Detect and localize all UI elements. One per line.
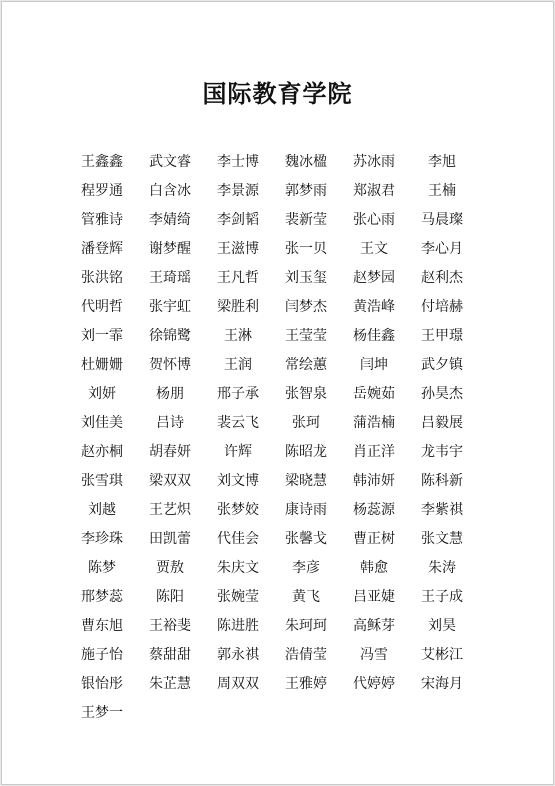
student-name: 康诗雨 <box>285 501 327 518</box>
student-name: 曹东旭 <box>81 617 123 634</box>
student-name: 代佳会 <box>217 530 259 547</box>
student-name: 朱涛 <box>428 559 456 576</box>
student-name: 张心雨 <box>353 211 395 228</box>
student-name: 韩沛妍 <box>353 472 395 489</box>
student-name: 浩倩莹 <box>285 646 327 663</box>
student-name: 吕亚婕 <box>353 588 395 605</box>
student-name: 裴新莹 <box>285 211 327 228</box>
student-name: 张文慧 <box>421 530 463 547</box>
student-name: 杜姗姗 <box>81 356 123 373</box>
student-name: 张珂 <box>292 414 320 431</box>
student-name: 刘玉玺 <box>285 269 327 286</box>
student-name: 武夕镇 <box>421 356 463 373</box>
student-name: 邢梦蕊 <box>81 588 123 605</box>
student-name: 裴云飞 <box>217 414 259 431</box>
student-name: 梁双双 <box>149 472 191 489</box>
student-name: 郭永祺 <box>217 646 259 663</box>
student-name: 黄浩峰 <box>353 298 395 315</box>
student-name: 马晨璨 <box>421 211 463 228</box>
student-name: 王艺炽 <box>149 501 191 518</box>
student-name: 李珍珠 <box>81 530 123 547</box>
student-name: 张馨戈 <box>285 530 327 547</box>
student-name: 冯雪 <box>360 646 388 663</box>
student-name: 管雅诗 <box>81 211 123 228</box>
student-name: 王文 <box>360 240 388 257</box>
student-name: 刘妍 <box>88 385 116 402</box>
student-name: 高稣芽 <box>353 617 395 634</box>
student-name: 贾敖 <box>156 559 184 576</box>
student-name: 张智泉 <box>285 385 327 402</box>
student-name: 岳婉茹 <box>353 385 395 402</box>
student-name: 张洪铭 <box>81 269 123 286</box>
student-name: 闫坤 <box>360 356 388 373</box>
student-name: 程罗通 <box>81 182 123 199</box>
student-name: 刘越 <box>88 501 116 518</box>
student-name: 朱芷慧 <box>149 675 191 692</box>
student-name: 李剑韬 <box>217 211 259 228</box>
student-name: 李旭 <box>428 153 456 170</box>
student-name: 龙韦宇 <box>421 443 463 460</box>
student-name: 代明哲 <box>81 298 123 315</box>
student-name: 郭梦雨 <box>285 182 327 199</box>
student-name: 陈科新 <box>421 472 463 489</box>
student-name: 王淋 <box>224 327 252 344</box>
student-name: 张一贝 <box>285 240 327 257</box>
student-name: 陈梦 <box>88 559 116 576</box>
student-name: 王雅婷 <box>285 675 327 692</box>
student-name: 谢梦醒 <box>149 240 191 257</box>
student-name: 常绘蕙 <box>285 356 327 373</box>
student-name: 王莹莹 <box>285 327 327 344</box>
student-name: 王子成 <box>421 588 463 605</box>
student-name: 杨佳鑫 <box>353 327 395 344</box>
student-name: 王滋博 <box>217 240 259 257</box>
student-name: 张婉莹 <box>217 588 259 605</box>
student-name: 银怡彤 <box>81 675 123 692</box>
student-name: 王梦一 <box>81 704 123 721</box>
student-name: 陈阳 <box>156 588 184 605</box>
student-name: 王润 <box>224 356 252 373</box>
student-name: 陈进胜 <box>217 617 259 634</box>
student-name: 张宇虹 <box>149 298 191 315</box>
student-name: 白含冰 <box>149 182 191 199</box>
student-name: 施子怡 <box>81 646 123 663</box>
student-name: 田凯蕾 <box>149 530 191 547</box>
student-name: 杨蕊源 <box>353 501 395 518</box>
student-name: 郑淑君 <box>353 182 395 199</box>
student-name: 付培赫 <box>421 298 463 315</box>
student-name: 赵亦桐 <box>81 443 123 460</box>
student-name: 李彦 <box>292 559 320 576</box>
student-name: 张梦姣 <box>217 501 259 518</box>
student-name: 梁晓慧 <box>285 472 327 489</box>
student-name: 刘佳美 <box>81 414 123 431</box>
student-name: 李婧绮 <box>149 211 191 228</box>
student-name: 武文睿 <box>149 153 191 170</box>
student-name: 贺怀博 <box>149 356 191 373</box>
student-name: 杨朋 <box>156 385 184 402</box>
student-name: 周双双 <box>217 675 259 692</box>
student-name: 黄飞 <box>292 588 320 605</box>
student-name: 代婷婷 <box>353 675 395 692</box>
student-name: 李景源 <box>217 182 259 199</box>
student-name: 胡春妍 <box>149 443 191 460</box>
student-name: 王裕斐 <box>149 617 191 634</box>
student-name: 梁胜利 <box>217 298 259 315</box>
student-name: 闫梦杰 <box>285 298 327 315</box>
student-name: 刘昊 <box>428 617 456 634</box>
page-title: 国际教育学院 <box>202 79 353 108</box>
student-name: 艾彬江 <box>421 646 463 663</box>
student-name: 曹正树 <box>353 530 395 547</box>
name-list <box>68 146 478 726</box>
student-name: 朱庆文 <box>217 559 259 576</box>
student-name: 徐锦鹭 <box>149 327 191 344</box>
student-name: 朱珂珂 <box>285 617 327 634</box>
document-page <box>1 1 554 785</box>
student-name: 许辉 <box>224 443 252 460</box>
student-name: 宋海月 <box>421 675 463 692</box>
student-name: 蔡甜甜 <box>149 646 191 663</box>
student-name: 王鑫鑫 <box>81 153 123 170</box>
student-name: 孙昊杰 <box>421 385 463 402</box>
student-name: 肖正洋 <box>353 443 395 460</box>
student-name: 吕毅展 <box>421 414 463 431</box>
student-name: 潘登辉 <box>81 240 123 257</box>
student-name: 王甲璟 <box>421 327 463 344</box>
student-name: 李紫祺 <box>421 501 463 518</box>
student-name: 王琦瑶 <box>149 269 191 286</box>
student-name: 王凡哲 <box>217 269 259 286</box>
student-name: 赵利杰 <box>421 269 463 286</box>
student-name: 陈昭龙 <box>285 443 327 460</box>
student-name: 王楠 <box>428 182 456 199</box>
student-name: 邢子承 <box>217 385 259 402</box>
student-name: 刘一霏 <box>81 327 123 344</box>
student-name: 韩愈 <box>360 559 388 576</box>
student-name: 吕诗 <box>156 414 184 431</box>
student-name: 魏冰楹 <box>285 153 327 170</box>
student-name: 蒲浩楠 <box>353 414 395 431</box>
student-name: 苏冰雨 <box>353 153 395 170</box>
student-name: 刘文博 <box>217 472 259 489</box>
student-name: 张雪琪 <box>81 472 123 489</box>
student-name: 李心月 <box>421 240 463 257</box>
student-name: 赵梦园 <box>353 269 395 286</box>
student-name: 李士博 <box>217 153 259 170</box>
